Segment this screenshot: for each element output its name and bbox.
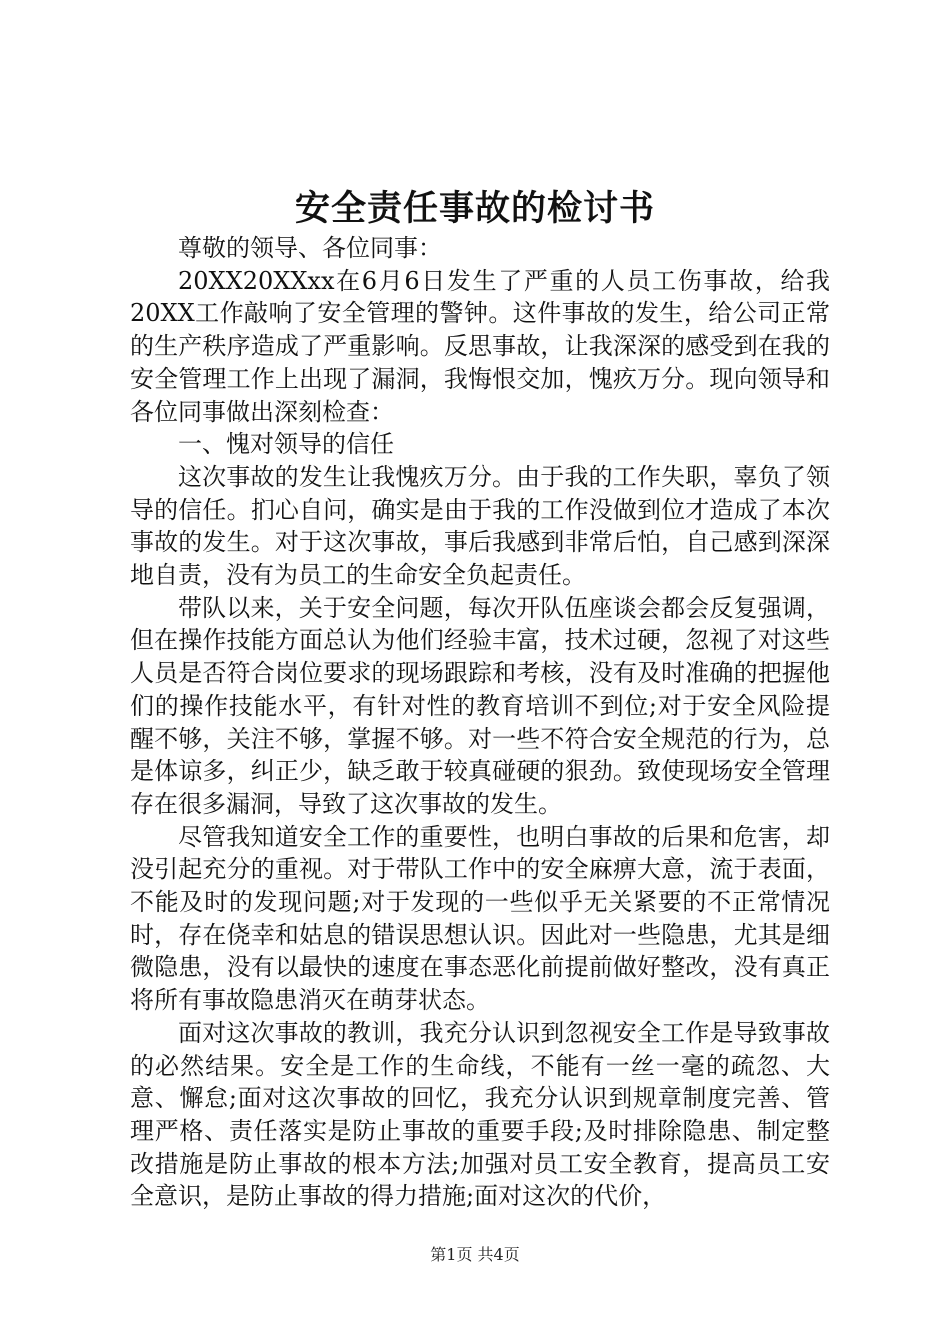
body-paragraph: 20XX20XXxx在6月6日发生了严重的人员工伤事故，给我20XX工作敲响了安全管理的警钟。这件事故的发生，给公司正常的生产秩序造成了严重影响。反思事故，让我深深的感受到在我的安全管理工作上出现了漏洞，我悔恨交加，愧疚万分。现向领导和各位同事做出深刻检查： [130,266,830,426]
page-number-footer: 第1页 共4页 [430,1245,520,1264]
salutation-paragraph: 尊敬的领导、各位同事： [178,234,442,262]
section-heading: 一、愧对领导的信任 [178,430,394,459]
document-body [130,232,830,1213]
body-paragraph: 尽管我知道安全工作的重要性，也明白事故的后果和危害，却没引起充分的重视。对于带队工作中的安全麻痹大意，流于表面，不能及时的发现问题;对于发现的一些似乎无关紧要的不正常情况时，存在侥幸和姑息的错误思想认识。因此对一些隐患，尤其是细微隐患，没有以最快的速度在事态恶化前提前做好整改，没有真正将所有事故隐患消灭在萌芽状态。 [130,822,830,1015]
body-paragraph: 带队以来，关于安全问题，每次开队伍座谈会都会反复强调，但在操作技能方面总认为他们经验丰富，技术过硬，忽视了对这些人员是否符合岗位要求的现场跟踪和考核，没有及时准确的把握他们的操作技能水平，有针对性的教育培训不到位;对于安全风险提醒不够，关注不够，掌握不够。对一些不符合安全规范的行为，总是体谅多，纠正少，缺乏敢于较真碰硬的狠劲。致使现场安全管理存在很多漏洞，导致了这次事故的发生。 [130,593,830,818]
body-paragraph: 这次事故的发生让我愧疚万分。由于我的工作失职，辜负了领导的信任。扪心自问，确实是由于我的工作没做到位才造成了本次事故的发生。对于这次事故，事后我感到非常后怕，自己感到深深地自责，没有为员工的生命安全负起责任。 [130,462,830,590]
document-title: 安全责任事故的检讨书 [294,188,655,229]
body-paragraph: 面对这次事故的教训，我充分认识到忽视安全工作是导致事故的必然结果。安全是工作的生命线，不能有一丝一毫的疏忽、大意、懈怠;面对这次事故的回忆，我充分认识到规章制度完善、管理严格、责任落实是防止事故的重要手段;及时排除隐患、制定整改措施是防止事故的根本方法;加强对员工安全教育，提高员工安全意识，是防止事故的得力措施;面对这次的代价， [130,1018,830,1211]
